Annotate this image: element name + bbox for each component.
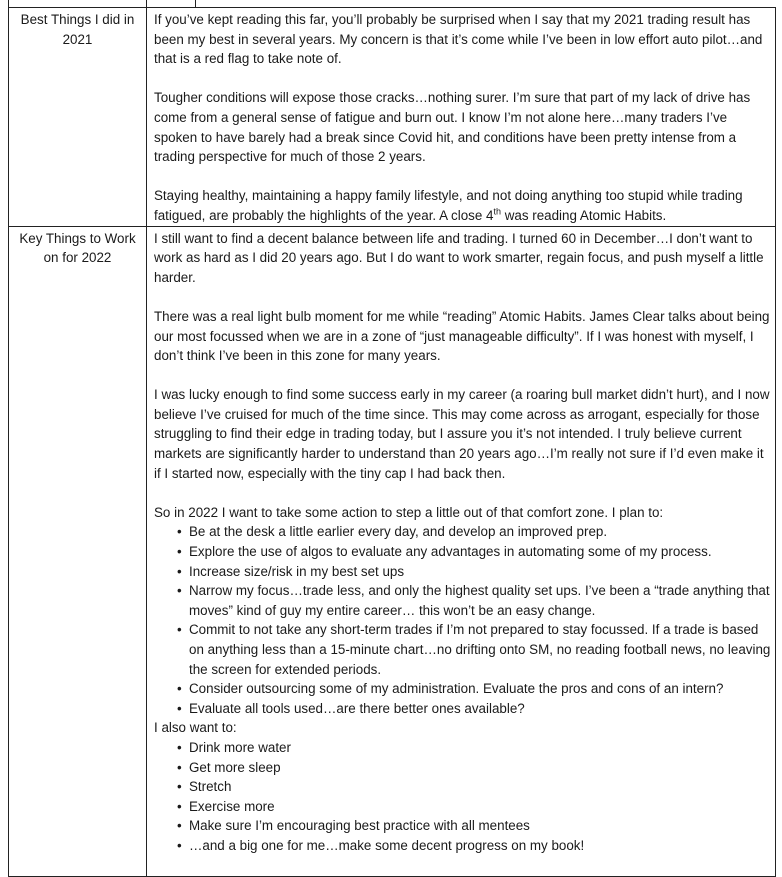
paragraph: I was lucky enough to find some success early in my career (a roaring bull market didn’t hurt), and I now believe I’ve cruised for much of the time since. This may come across as arrogant, especially for those struggling to find their edge in trading today, but I assure you it’s not intended. I truly believe current markets are significantly harder to understand than 20 years ago…I’m really not sure if I’d even make it if I started now, especially with the tiny cap I had back then.: [154, 387, 770, 481]
paragraph: There was a real light bulb moment for me while “reading” Atomic Habits. James Clear talks about being our most focussed when we are in a zone of “just manageable difficulty”. If I was honest with myself, I don’t think I’ve been in this zone for many years.: [154, 308, 770, 364]
table-row-key-things: [9, 226, 776, 876]
key-things-body: [154, 229, 771, 876]
highlights-paragraph: [154, 186, 771, 225]
top-strip-cell-1: [9, 0, 147, 8]
top-strip-cell-3: [196, 0, 776, 8]
list-item: • Make sure I’m encouraging best practice with all mentees: [177, 816, 771, 836]
list-item: • Consider outsourcing some of my administration. Evaluate the pros and cons of an intern?: [177, 679, 771, 699]
reflection-table: [8, 0, 776, 877]
list-item: • Increase size/risk in my best set ups: [177, 562, 771, 582]
ordinal-suffix: th: [493, 206, 501, 217]
list-item: • …and a big one for me…make some decent progress on my book!: [177, 836, 771, 856]
also-intro: I also want to:: [154, 720, 237, 736]
list-item: • Stretch: [177, 777, 771, 797]
plan-intro: So in 2022 I want to take some action to step a little out of that comfort zone. I plan to:: [154, 504, 664, 520]
row-content-best-things: [147, 8, 776, 227]
also-list: [154, 738, 771, 856]
table-top-strip: [9, 0, 776, 8]
list-item: • Narrow my focus…trade less, and only the highest quality set ups. I’ve been a “trade anything that moves” kind of guy my entire career… this won’t be an easy change.: [177, 581, 771, 620]
list-item: • Be at the desk a little earlier every day, and develop an improved prep.: [177, 522, 771, 542]
top-strip-cell-2: [147, 0, 196, 8]
highlights-text: Staying healthy, maintaining a happy family lifestyle, and not doing anything too stupid while trading fatigued, are probably the highlights of the year. A close 4: [154, 188, 743, 223]
row-content-key-things: [147, 226, 776, 876]
paragraph: I still want to find a decent balance between life and trading. I turned 60 in December…I don’t want to work as hard as I did 20 years ago. But I do want to work smarter, regain focus, and push myself a little harder.: [154, 230, 764, 285]
highlights-text-end: was reading Atomic Habits.: [500, 207, 667, 223]
row-label-best-things: Best Things I did in 2021: [9, 8, 147, 227]
plan-list: [154, 522, 771, 718]
list-item: • Evaluate all tools used…are there better ones available?: [177, 699, 771, 719]
list-item: • Get more sleep: [177, 758, 771, 778]
paragraph: If you’ve kept reading this far, you’ll probably be surprised when I say that my 2021 trading result has been my best in several years. My concern is that it’s come while I’ve been in low effort auto pilot…and that is a red flag to take note of.: [154, 12, 763, 67]
paragraph: Tougher conditions will expose those cracks…nothing surer. I’m sure that part of my lack of drive has come from a general sense of fatigue and burn out. I know I’m not alone here…many traders I’ve spoken to have barely had a break since Covid hit, and conditions have been pretty intense from a trading perspective for much of those 2 years.: [154, 90, 751, 165]
table-row-best-things: [9, 8, 776, 227]
list-item: • Commit to not take any short-term trades if I’m not prepared to stay focussed. If a trade is based on anything less than a 15-minute chart…no drifting onto SM, no reading football news, no leaving the screen for extended periods.: [177, 620, 771, 679]
list-item: • Exercise more: [177, 797, 771, 817]
list-item: • Drink more water: [177, 738, 771, 758]
row-label-key-things: Key Things to Work on for 2022: [9, 226, 147, 876]
list-item: • Explore the use of algos to evaluate any advantages in automating some of my process.: [177, 542, 771, 562]
